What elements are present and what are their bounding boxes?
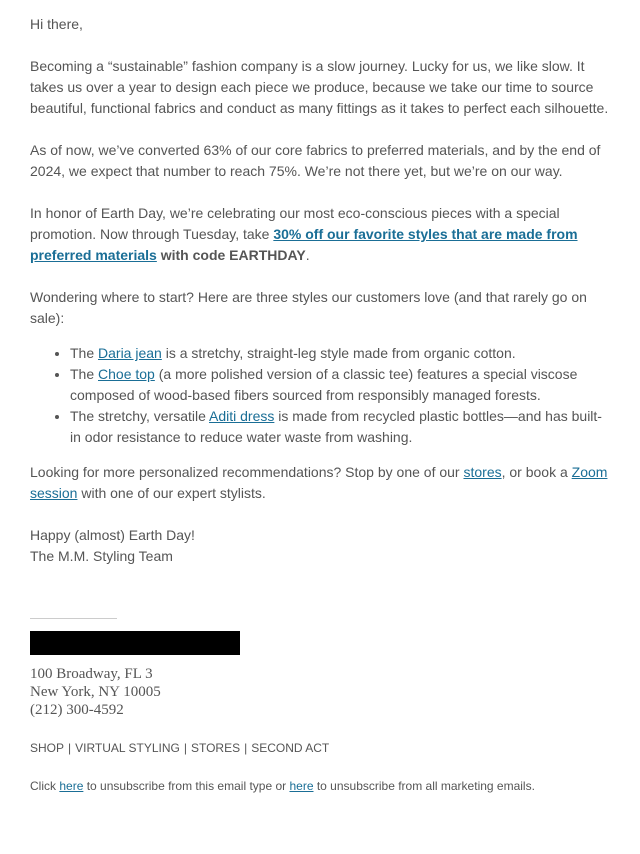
recommendations-mid: , or book a [501, 464, 572, 480]
unsubscribe-pre: Click [30, 779, 60, 793]
company-address [30, 665, 161, 719]
footer-separator: | [183, 741, 187, 755]
style-pre: The stretchy, versatile [70, 408, 210, 424]
list-item [70, 406, 610, 448]
list-intro: Wondering where to start? Here are three styles our customers love (and that rarely go on sale): [30, 289, 587, 326]
footer-link-stores[interactable]: STORES [190, 741, 241, 755]
promo-code-text: with code EARTHDAY [156, 247, 306, 263]
signoff-line: Happy (almost) Earth Day! [30, 527, 195, 543]
address-line-1: 100 Broadway, FL 3 [30, 666, 153, 682]
style-desc: is made from recycled plastic bottles—and has built-in odor resistance to reduce water waste from washing. [70, 408, 602, 445]
intro-paragraph: Becoming a “sustainable” fashion company is a slow journey. Lucky for us, we like slow. It takes us over a year to design each piece we produce, because we take our time to source beautiful, functional fabrics and conduct as many fittings as it takes to perfect each silhouette. [30, 58, 609, 116]
style-desc: (a more polished version of a classic tee) features a special viscose composed of wood-based fibers sourced from responsibly managed forests. [70, 366, 578, 403]
unsubscribe-mid: to unsubscribe from this email type or [83, 779, 290, 793]
promotion-lead: In honor of Earth Day, we’re celebrating our most eco-conscious pieces with a special promotion. Now through Tuesday, take [30, 205, 560, 242]
redacted-logo-block [30, 631, 240, 655]
signature-divider [30, 618, 117, 619]
styles-list [30, 343, 610, 448]
unsubscribe-text [30, 778, 535, 794]
unsubscribe-post: to unsubscribe from all marketing emails. [313, 779, 535, 793]
style-pre: The [70, 366, 99, 382]
recommendations-paragraph [30, 462, 610, 504]
footer-separator: | [68, 741, 72, 755]
footer-link-second-act[interactable]: SECOND ACT [251, 741, 330, 755]
style-pre: The [70, 345, 99, 361]
footer-separator: | [244, 741, 248, 755]
choe-top-link[interactable]: Choe top [98, 366, 155, 382]
unsubscribe-type-link[interactable]: here [59, 779, 84, 793]
daria-jean-link[interactable]: Daria jean [98, 345, 162, 361]
unsubscribe-all-link[interactable]: here [289, 779, 314, 793]
phone-number: (212) 300-4592 [30, 702, 124, 718]
list-item [70, 364, 610, 406]
progress-paragraph: As of now, we’ve converted 63% of our core fabrics to preferred materials, and by the end of 2024, we expect that number to reach 75%. We’re not there yet, but we’re on our way. [30, 142, 601, 179]
greeting: Hi there, [30, 16, 83, 32]
stores-link[interactable]: stores [463, 464, 502, 480]
footer-link-shop[interactable]: SHOP [30, 741, 65, 755]
footer-link-virtual-styling[interactable]: VIRTUAL STYLING [75, 741, 180, 755]
email-body [30, 14, 610, 567]
promotion-paragraph [30, 203, 610, 266]
list-item [70, 343, 610, 364]
recommendations-tail: with one of our expert stylists. [77, 485, 266, 501]
promotion-tail: . [305, 247, 310, 263]
team-signature: The M.M. Styling Team [30, 548, 173, 564]
style-desc: is a stretchy, straight-leg style made from organic cotton. [161, 345, 516, 361]
aditi-dress-link[interactable]: Aditi dress [209, 408, 275, 424]
recommendations-lead: Looking for more personalized recommendations? Stop by one of our [30, 464, 464, 480]
address-line-2: New York, NY 10005 [30, 684, 161, 700]
zoom-session-link[interactable]: Zoom session [30, 464, 608, 501]
footer-nav [30, 740, 329, 756]
signoff [30, 525, 610, 567]
promo-link[interactable]: 30% off our favorite styles that are made from preferred materials [30, 226, 578, 263]
